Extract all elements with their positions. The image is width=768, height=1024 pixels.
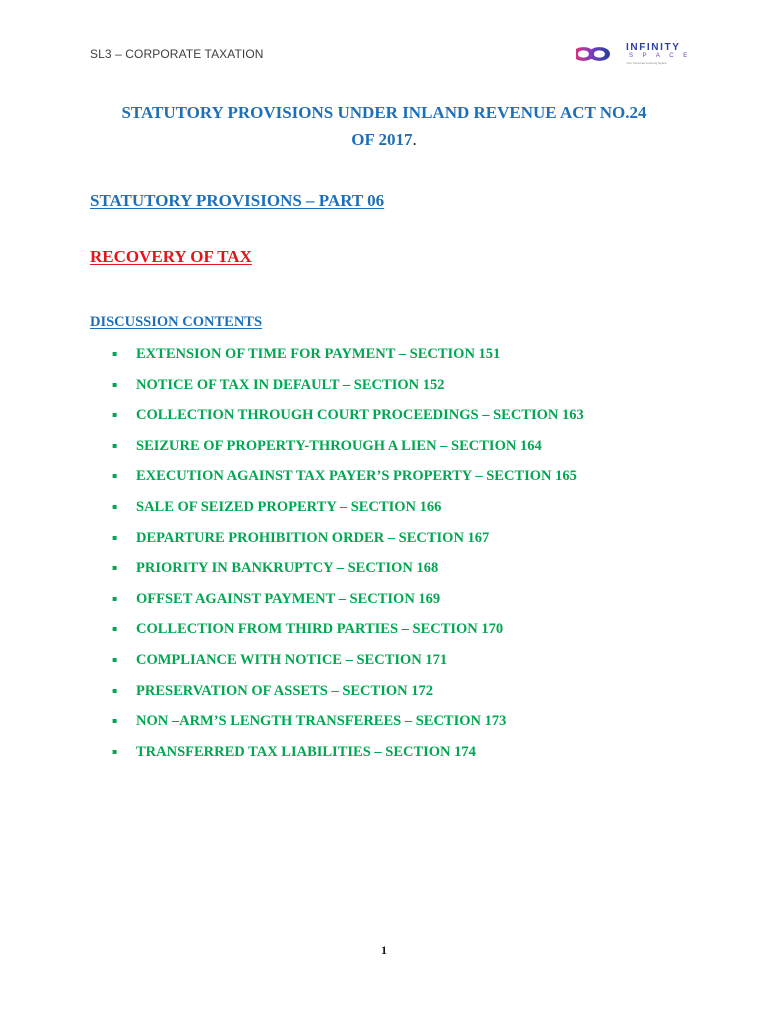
logo-subtitle: S P A C E — [629, 53, 692, 59]
document-title-line1: STATUTORY PROVISIONS UNDER INLAND REVENUE ACT NO.24 — [121, 103, 647, 122]
list-item — [112, 680, 584, 711]
list-item-text: PRESERVATION OF ASSETS – SECTION 172 — [136, 682, 433, 699]
bullet-icon: ▪ — [112, 440, 118, 450]
list-item-text: SALE OF SEIZED PROPERTY – SECTION 166 — [136, 498, 442, 515]
page-number: 1 — [381, 943, 387, 957]
discussion-contents-heading: DISCUSSION CONTENTS — [90, 314, 263, 330]
bullet-icon: ▪ — [112, 471, 118, 481]
list-item-text: COLLECTION THROUGH COURT PROCEEDINGS – SECTION 163 — [136, 407, 584, 424]
discussion-contents-list — [112, 343, 584, 771]
list-item — [112, 618, 584, 649]
list-item-text: EXECUTION AGAINST TAX PAYER’S PROPERTY – SECTION 165 — [136, 468, 577, 485]
bullet-icon: ▪ — [112, 349, 118, 358]
bullet-icon: ▪ — [112, 746, 118, 756]
logo-tagline: Your Personal Learning Space — [626, 61, 667, 65]
bullet-icon: ▪ — [112, 532, 118, 542]
bullet-icon: ▪ — [112, 654, 118, 664]
list-item-text: OFFSET AGAINST PAYMENT – SECTION 169 — [136, 590, 441, 607]
list-item-text: COLLECTION FROM THIRD PARTIES – SECTION 170 — [136, 621, 504, 638]
list-item — [112, 741, 584, 772]
bullet-icon: ▪ — [112, 685, 118, 695]
part-heading: STATUTORY PROVISIONS – PART 06 — [90, 191, 385, 210]
list-item-text: SEIZURE OF PROPERTY-THROUGH A LIEN – SECTION 164 — [136, 437, 542, 454]
list-item — [112, 588, 584, 619]
list-item — [112, 710, 584, 741]
list-item — [112, 374, 584, 405]
list-item-text: COMPLIANCE WITH NOTICE – SECTION 171 — [136, 651, 448, 668]
bullet-icon: ▪ — [112, 716, 118, 726]
list-item — [112, 496, 584, 527]
list-item-text: NON –ARM’S LENGTH TRANSFEREES – SECTION 173 — [136, 713, 507, 730]
document-title-year: OF 2017 — [351, 130, 413, 149]
bullet-icon: ▪ — [112, 593, 118, 603]
list-item-text: PRIORITY IN BANKRUPTCY – SECTION 168 — [136, 560, 439, 577]
list-item — [112, 527, 584, 558]
list-item — [112, 343, 584, 374]
bullet-icon: ▪ — [112, 624, 118, 634]
list-item — [112, 649, 584, 680]
bullet-icon: ▪ — [112, 563, 118, 573]
logo-wordmark: INFINITY — [626, 42, 681, 53]
section-heading-recovery: RECOVERY OF TAX — [90, 247, 252, 266]
list-item-text: EXTENSION OF TIME FOR PAYMENT – SECTION 151 — [136, 346, 501, 362]
list-item-text: NOTICE OF TAX IN DEFAULT – SECTION 152 — [136, 376, 445, 393]
list-item — [112, 435, 584, 466]
list-item-text: DEPARTURE PROHIBITION ORDER – SECTION 167 — [136, 529, 490, 546]
list-item — [112, 404, 584, 435]
list-item — [112, 557, 584, 588]
running-header: SL3 – CORPORATE TAXATION — [90, 47, 264, 61]
list-item-text: TRANSFERRED TAX LIABILITIES – SECTION 174 — [136, 743, 476, 760]
document-title-period: . — [412, 130, 417, 149]
document-title-line2 — [80, 126, 688, 153]
bullet-icon: ▪ — [112, 379, 118, 389]
bullet-icon: ▪ — [112, 501, 118, 511]
bullet-icon: ▪ — [112, 410, 118, 420]
document-title — [80, 99, 688, 153]
list-item — [112, 465, 584, 496]
